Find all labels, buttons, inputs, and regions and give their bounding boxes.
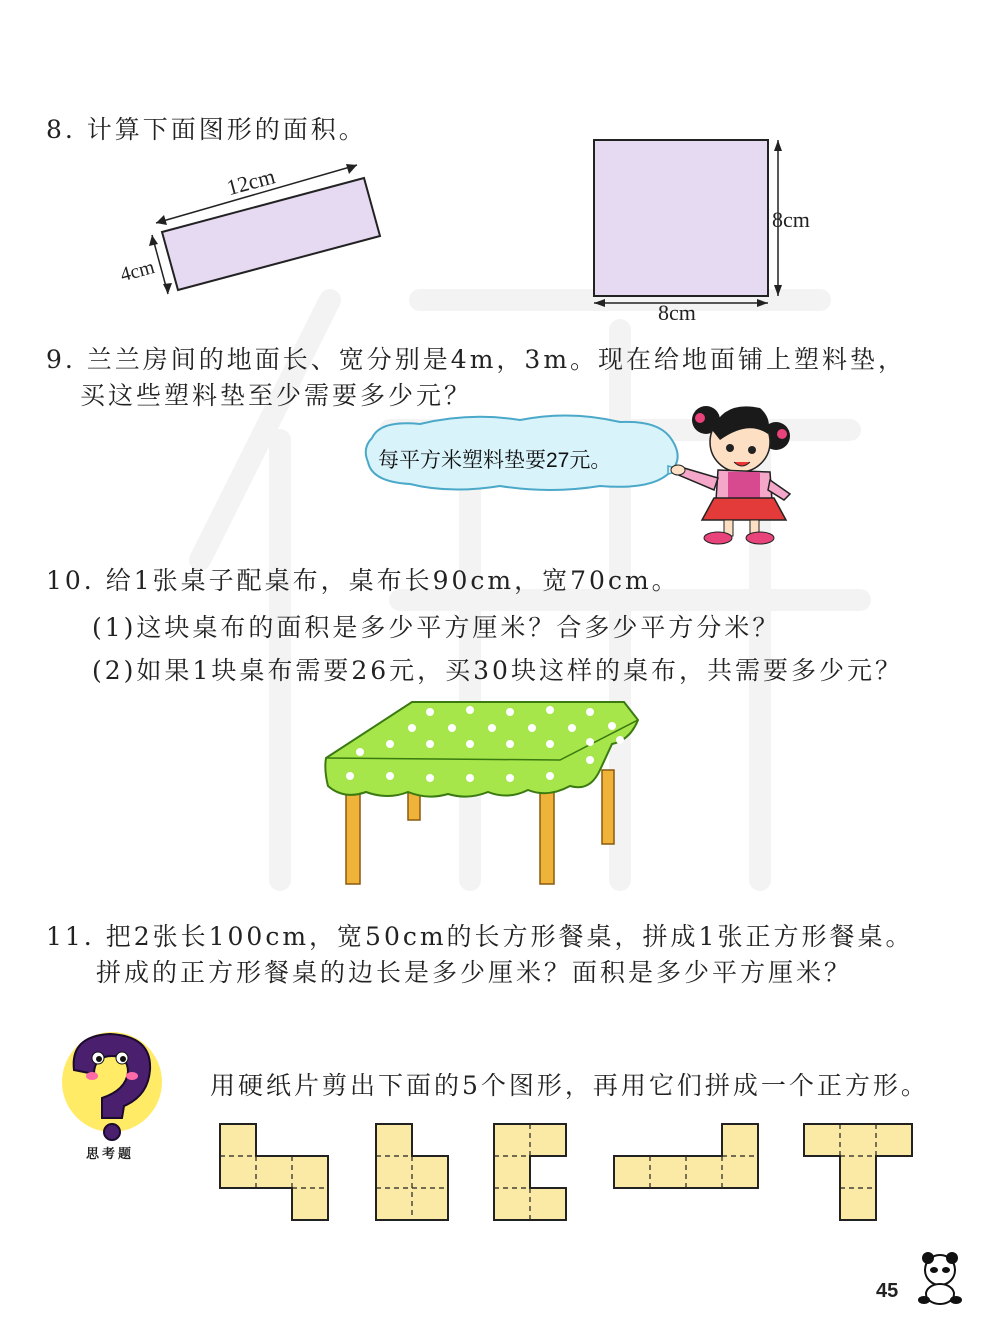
q11-line2: 拼成的正方形餐桌的边长是多少厘米？面积是多少平方厘米？ xyxy=(96,958,853,987)
q10-title: 10. 给1张桌子配桌布，桌布长90cm，宽70cm。 xyxy=(46,566,680,595)
q9-line1: 9. 兰兰房间的地面长、宽分别是4m，3m。现在给地面铺上塑料垫， xyxy=(46,345,907,374)
rect-width-label: 4cm xyxy=(118,256,157,287)
q10-sub1: (1)这块桌布的面积是多少平方厘米？合多少平方分米？ xyxy=(92,613,781,642)
square-bottom-label: 8cm xyxy=(658,300,696,325)
q9-line2: 买这些塑料垫至少需要多少元？ xyxy=(80,381,473,410)
q10-sub2: (2)如果1块桌布需要26元，买30块这样的桌布，共需要多少元？ xyxy=(92,656,903,685)
q8-title: 8. 计算下面图形的面积。 xyxy=(46,115,367,144)
speech-bubble-text: 每平方米塑料垫要27元。 xyxy=(378,449,612,472)
thinking-text: 用硬纸片剪出下面的5个图形，再用它们拼成一个正方形。 xyxy=(210,1071,929,1100)
page-number: 45 xyxy=(876,1280,899,1302)
rect-length-label: 12cm xyxy=(224,163,278,201)
square-right-label: 8cm xyxy=(772,207,810,232)
thinking-label: 思考题 xyxy=(86,1147,135,1162)
q11-line1: 11. 把2张长100cm，宽50cm的长方形餐桌，拼成1张正方形餐桌。 xyxy=(46,922,914,951)
